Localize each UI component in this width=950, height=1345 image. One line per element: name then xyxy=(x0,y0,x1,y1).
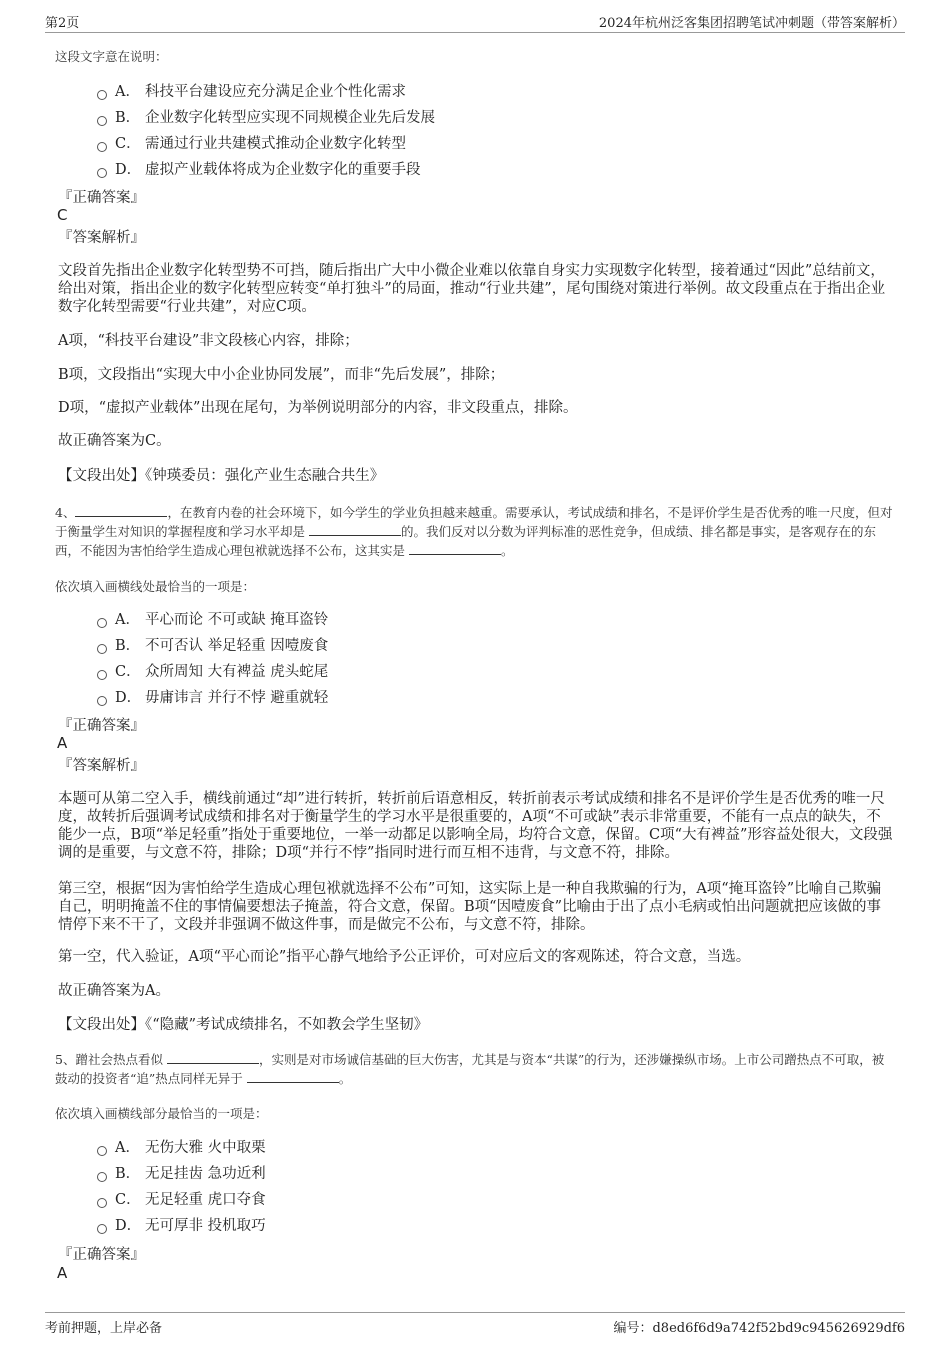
q3-option-d[interactable]: D． 虚拟产业载体将成为企业数字化的重要手段 xyxy=(97,160,421,180)
radio-icon[interactable] xyxy=(97,1146,107,1156)
q4-analysis-paragraph: 本题可从第二空入手，横线前通过“却”进行转折，转折前后语意相反，转折前表示考试成绩和排名不是评价学生是否优秀的唯一尺度，故转折后强调考试成绩和排名对于衡量学生的学习水平是很重要的，A项“不可或缺”表示非常重要，不能有一点点的缺失，不能少一点，B项“举足轻重”指处于重要地位，一举一动都足以影响全局，均符合文意，保留。C项“大有裨益”形容益处很大，文段强调的是重要，与文意不符，排除；D项“并行不悖”指同时进行而互相不违背，与文意不符，排除。 xyxy=(58,791,893,861)
q5-option-b[interactable]: B． 无足挂齿 急功近利 xyxy=(97,1164,266,1184)
footer-slogan: 考前押题，上岸必备 xyxy=(45,1321,163,1336)
q4-option-b[interactable]: B． 不可否认 举足轻重 因噎废食 xyxy=(97,636,328,656)
q3-analysis-label: 『答案解析』 xyxy=(58,230,145,246)
radio-icon[interactable] xyxy=(97,618,107,628)
radio-icon[interactable] xyxy=(97,644,107,654)
q4-option-d[interactable]: D． 毋庸讳言 并行不悖 避重就轻 xyxy=(97,688,328,708)
fill-blank xyxy=(309,523,401,536)
q3-option-a[interactable]: A． 科技平台建设应充分满足企业个性化需求 xyxy=(97,82,406,102)
radio-icon[interactable] xyxy=(97,116,107,126)
fill-blank xyxy=(247,1070,339,1083)
q3-analysis-paragraph: 故正确答案为C。 xyxy=(58,433,171,449)
page-header xyxy=(45,10,905,33)
q3-answer-label: 『正确答案』 xyxy=(58,190,145,206)
page-footer xyxy=(45,1312,905,1335)
radio-icon[interactable] xyxy=(97,90,107,100)
radio-icon[interactable] xyxy=(97,1198,107,1208)
q3-option-b[interactable]: B． 企业数字化转型应实现不同规模企业先后发展 xyxy=(97,108,435,128)
q5-answer-label: 『正确答案』 xyxy=(58,1247,145,1263)
q3-answer: C xyxy=(57,206,68,224)
q4-option-a[interactable]: A． 平心而论 不可或缺 掩耳盗铃 xyxy=(97,610,328,630)
q4-analysis-paragraph: 第三空，根据“因为害怕给学生造成心理包袱就选择不公布”可知，这实际上是一种自我欺骗的行为，A项“掩耳盗铃”比喻自己欺骗自己，明明掩盖不住的事情偏要想法子掩盖，符合文意，保留。B项“因噎废食”比喻由于出了点小毛病或怕出问题就把应该做的事情停下来不干了，文段并非强调不做这件事，而是做完不公布，与文意不符，排除。 xyxy=(58,881,882,933)
fill-blank xyxy=(75,504,167,517)
q4-prompt: 依次填入画横线处最恰当的一项是： xyxy=(55,579,256,594)
q3-stem: 这段文字意在说明： xyxy=(55,49,168,64)
q4-analysis-paragraph: 故正确答案为A。 xyxy=(58,983,170,999)
fill-blank xyxy=(167,1051,259,1064)
q5-option-a[interactable]: A． 无伤大雅 火中取栗 xyxy=(97,1138,266,1158)
q4-stem: 4、 ，在教育内卷的社会环境下，如今学生的学业负担越来越重。需要承认，考试成绩和排名，不是评价学生是否优秀的唯一尺度，但对于衡量学生对知识的掌握程度和学习水平却是 的。我们反对以分数为评判标准的恶性竞争，但成绩、排名都是事实，是客观存在的东西，不能因为害怕给学生造成心理包袱就选择不公布，这其实是 。 xyxy=(55,505,893,558)
radio-icon[interactable] xyxy=(97,168,107,178)
q3-analysis-paragraph: 文段首先指出企业数字化转型势不可挡，随后指出广大中小微企业难以依靠自身实力实现数字化转型，接着通过“因此”总结前文，给出对策，指出企业的数字化转型应转变“单打独斗”的局面，推动“行业共建”，尾句围绕对策进行举例。故文段重点在于指出企业数字化转型需要“行业共建”，对应C项。 xyxy=(58,263,886,315)
document-id: 编号：d8ed6f6d9a742f52bd9c945626929df6 xyxy=(613,1321,905,1336)
radio-icon[interactable] xyxy=(97,670,107,680)
q4-analysis-label: 『答案解析』 xyxy=(58,758,145,774)
page-number: 第2页 xyxy=(45,16,80,31)
q3-source: 【文段出处】《钟瑛委员：强化产业生态融合共生》 xyxy=(58,468,385,484)
q3-analysis-paragraph: A项，“科技平台建设”非文段核心内容，排除； xyxy=(58,333,359,349)
radio-icon[interactable] xyxy=(97,1224,107,1234)
q5-option-c[interactable]: C． 无足轻重 虎口夺食 xyxy=(97,1190,266,1210)
radio-icon[interactable] xyxy=(97,1172,107,1182)
q3-analysis-paragraph: D项，“虚拟产业载体”出现在尾句，为举例说明部分的内容，非文段重点，排除。 xyxy=(58,400,578,416)
q3-analysis-paragraph: B项，文段指出“实现大中小企业协同发展”，而非“先后发展”，排除； xyxy=(58,367,505,383)
q4-option-c[interactable]: C． 众所周知 大有裨益 虎头蛇尾 xyxy=(97,662,328,682)
radio-icon[interactable] xyxy=(97,696,107,706)
q3-option-c[interactable]: C． 需通过行业共建模式推动企业数字化转型 xyxy=(97,134,406,154)
q5-answer: A xyxy=(57,1264,68,1282)
q4-analysis-paragraph: 第一空，代入验证，A项“平心而论”指平心静气地给予公正评价，可对应后文的客观陈述，符合文意，当选。 xyxy=(58,949,751,965)
q5-option-d[interactable]: D． 无可厚非 投机取巧 xyxy=(97,1216,266,1236)
q5-stem: 5、蹭社会热点看似 ，实则是对市场诚信基础的巨大伤害，尤其是与资本“共谋”的行为，还涉嫌操纵市场。上市公司蹭热点不可取，被鼓动的投资者“追”热点同样无异于 。 xyxy=(55,1052,885,1086)
q4-answer: A xyxy=(57,734,68,752)
radio-icon[interactable] xyxy=(97,142,107,152)
document-title: 2024年杭州泛客集团招聘笔试冲刺题（带答案解析） xyxy=(598,16,905,31)
q5-prompt: 依次填入画横线部分最恰当的一项是： xyxy=(55,1106,268,1121)
fill-blank xyxy=(409,542,501,555)
q4-answer-label: 『正确答案』 xyxy=(58,718,145,734)
q4-source: 【文段出处】《“隐藏”考试成绩排名，不如教会学生坚韧》 xyxy=(58,1017,429,1033)
